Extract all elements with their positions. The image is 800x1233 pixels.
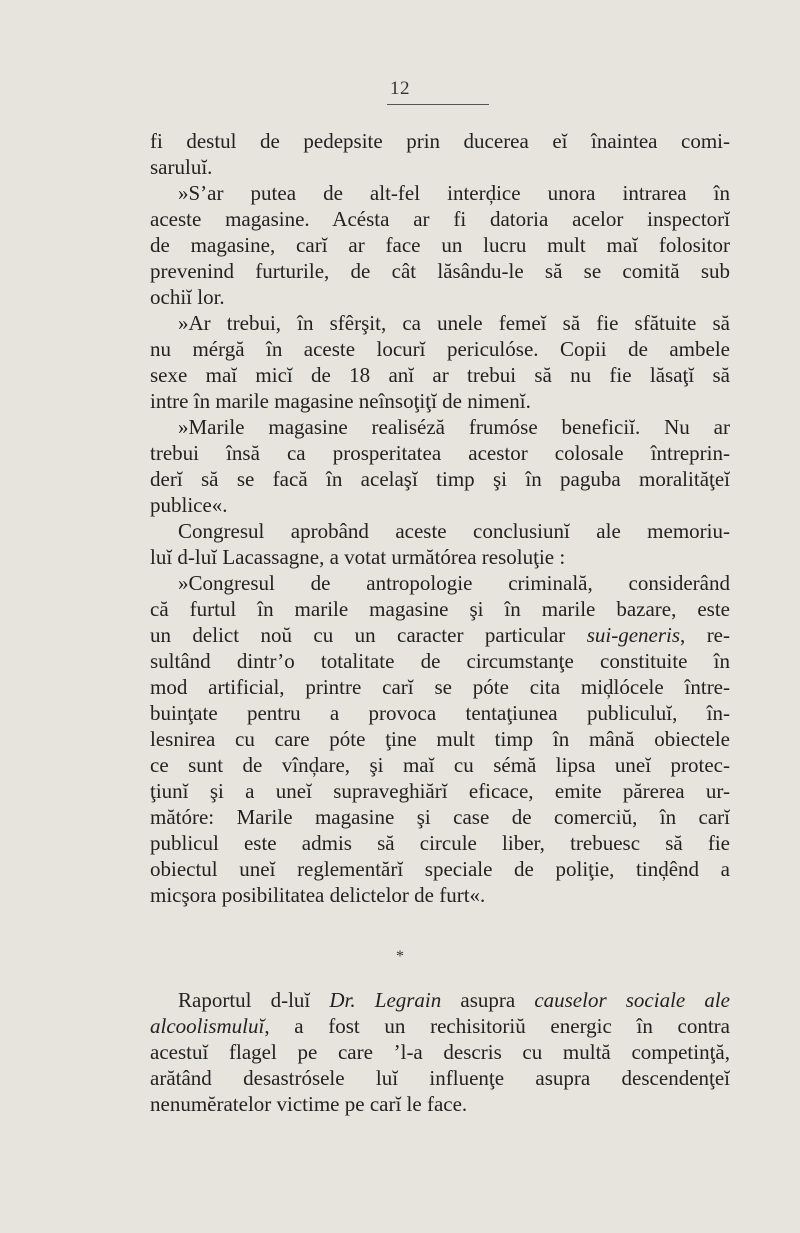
- text-run: un delict noŭ cu un caracter particular: [150, 623, 587, 647]
- text-line: acestuĭ flagel pe care ’l-a descris cu multă competinţă,: [150, 1040, 730, 1064]
- text-line: Congresul aprobând aceste conclusiunĭ ale memoriu-: [178, 519, 730, 543]
- italic-title: alcoolismuluĭ: [150, 1014, 265, 1038]
- text-line: »Congresul de antropologie criminală, considerând: [178, 571, 730, 595]
- text-line: trebui însă ca prosperitatea acestor colosale întreprin-: [150, 441, 730, 465]
- text-line: [150, 622, 730, 648]
- text-line: ce sunt de vînḑare, şi maĭ cu sémă lipsa uneĭ protec-: [150, 753, 730, 777]
- text-line: luĭ d-luĭ Lacassagne, a votat următórea resoluţie :: [150, 545, 566, 569]
- header-rule: [387, 104, 489, 105]
- page-number: 12: [390, 78, 410, 99]
- text-line: [150, 987, 730, 1013]
- text-line: saruluĭ.: [150, 155, 213, 179]
- text-line: prevenind furturile, de cât lăsându-le să se comită sub: [150, 259, 730, 283]
- text-run: , a fost un rechisitoriŭ energic în contra: [264, 1014, 730, 1038]
- text-line: »S’ar putea de alt-fel interḑice unora intrarea în: [178, 181, 730, 205]
- paragraph-4: [150, 414, 730, 518]
- body-text-2: [150, 987, 730, 1117]
- text-line: intre în marile magasine neînsoţiţĭ de nimenĭ.: [150, 389, 531, 413]
- paragraph-7: [150, 987, 730, 1117]
- text-line: lesnirea cu care póte ţine mult timp în mână obiectele: [150, 727, 730, 751]
- text-line: »Ar trebui, în sfêrşit, ca unele femeĭ să fie sfătuite să: [178, 311, 730, 335]
- text-line: mod artificial, printre carĭ se póte cita miḑlócele între-: [150, 675, 730, 699]
- paragraph-1: [150, 128, 730, 180]
- paragraph-5: [150, 518, 730, 570]
- text-line: fi destul de pedepsite prin ducerea eĭ înaintea comi-: [150, 129, 730, 153]
- text-line: nenumĕratelor victime pe carĭ le face.: [150, 1092, 468, 1116]
- text-line: »Marile magasine realiséză frumóse beneficiĭ. Nu ar: [178, 415, 730, 439]
- text-line: sexe maĭ micĭ de 18 anĭ ar trebui să nu fie lăsaţĭ să: [150, 363, 730, 387]
- text-line: buinţate pentru a provoca tentaţiunea publiculuĭ, în-: [150, 701, 730, 725]
- text-run: , re-: [680, 623, 730, 647]
- text-line: micşora posibilitatea delictelor de furt«.: [150, 883, 486, 907]
- text-line: ţiunĭ şi a uneĭ supraveghiărĭ eficace, emite părerea ur-: [150, 779, 730, 803]
- text-line: că furtul în marile magasine şi în marile bazare, este: [150, 597, 730, 621]
- text-line: aceste magasine. Acésta ar fi datoria acelor inspectorĭ: [150, 207, 730, 231]
- text-line: sultând dintr’o totalitate de circumstanţe constituite în: [150, 649, 730, 673]
- text-line: [150, 1013, 730, 1039]
- text-line: obiectul uneĭ reglementărĭ speciale de poliţie, tinḑênd a: [150, 857, 730, 881]
- paragraph-2: [150, 180, 730, 310]
- text-run: asupra: [441, 988, 535, 1012]
- italic-title: causelor sociale ale: [534, 988, 730, 1012]
- body-text: [150, 128, 730, 908]
- paragraph-3: [150, 310, 730, 414]
- section-separator: *: [396, 948, 404, 965]
- text-line: publice«.: [150, 493, 228, 517]
- italic-term: sui-generis: [586, 623, 681, 647]
- text-line: publicul este admis să circule liber, trebuesc să fie: [150, 831, 730, 855]
- italic-name: Dr. Legrain: [329, 988, 442, 1012]
- paragraph-6: [150, 570, 730, 908]
- text-line: nu mérgă în aceste locurĭ periculóse. Copii de ambele: [150, 337, 730, 361]
- text-line: ochiĭ lor.: [150, 285, 225, 309]
- text-line: arătând desastrósele luĭ influenţe asupra descendenţeĭ: [150, 1066, 730, 1090]
- text-line: derĭ să se facă în acelaşĭ timp şi în paguba moralităţeĭ: [150, 467, 730, 491]
- text-line: mătóre: Marile magasine şi case de comerciŭ, în carĭ: [150, 805, 730, 829]
- text-line: de magasine, carĭ ar face un lucru mult maĭ folositor: [150, 233, 730, 257]
- text-run: Raportul d-luĭ: [178, 988, 330, 1012]
